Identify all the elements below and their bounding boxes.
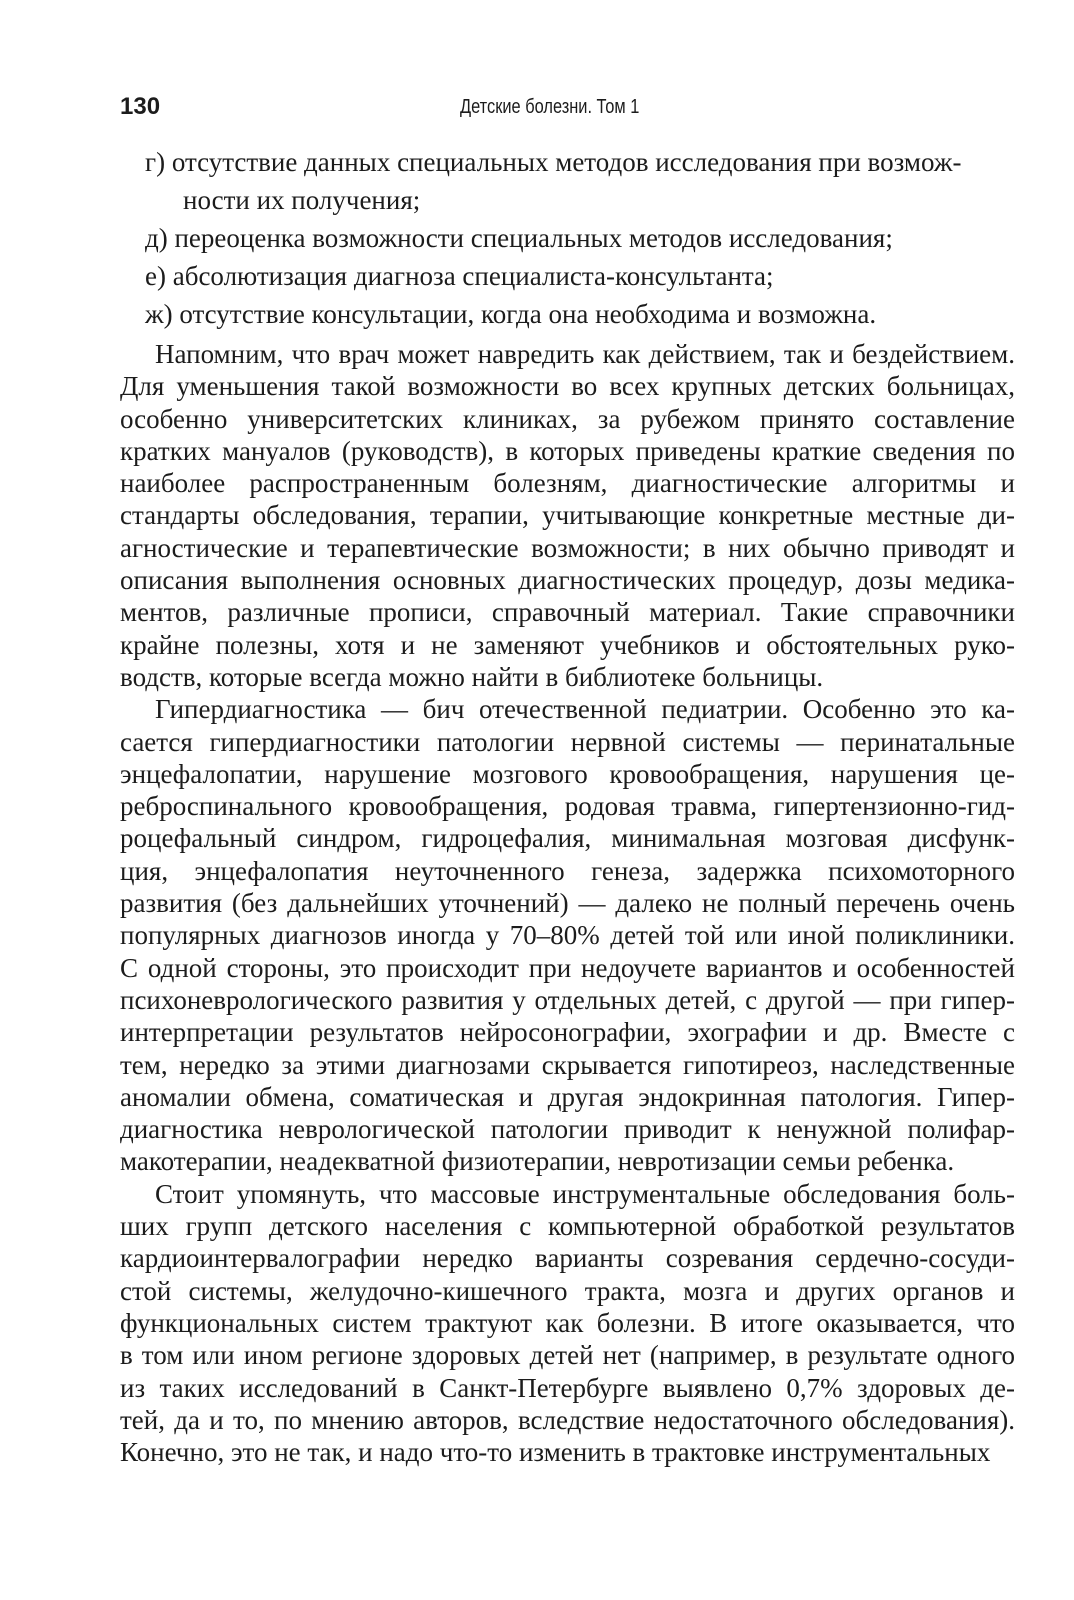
text-line: из таких исследований в Санкт-Петербурге выявлено 0,7% здоровых де- [120,1372,1015,1403]
text-line: ших групп детского населения с компьютерной обработкой результатов [120,1211,1015,1242]
text-line: особенно университетских клиниках, за рубежом принято составление [120,403,1015,434]
text-line: Гипердиагностика — бич отечественной педиатрии. Особенно это ка- [155,694,1015,725]
list-item-line: ности их получения; [183,185,421,215]
text-line: крайне полезны, хотя и не заменяют учебников и обстоятельных руко- [120,629,1015,660]
text-line: Напомним, что врач может навредить как действием, так и бездействием. [155,339,1015,369]
list-item-line: д) переоценка возможности специальных методов исследования; [145,223,893,253]
text-line: энцефалопатии, нарушение мозгового кровообращения, нарушения це- [120,758,1015,789]
text-line: Конечно, это не так, и надо что-то изменить в трактовке инструментальных [120,1437,991,1468]
text-line: тей, да и то, по мнению авторов, вследствие недостаточного обследования). [120,1404,1015,1435]
running-header [120,90,1010,124]
paragraph [120,1178,1015,1469]
list-item-line: ж) отсутствие консультации, когда она необходима и возможна. [145,299,877,329]
text-line: кратких мануалов (руководств), в которых приведены краткие сведения по [120,435,1015,466]
text-line: С одной стороны, это происходит при недоучете вариантов и особенностей [120,952,1015,983]
text-line: аномалии обмена, соматическая и другая эндокринная патология. Гипер- [120,1081,1015,1112]
text-line: роцефальный синдром, гидроцефалия, минимальная мозговая дисфунк- [120,823,1015,854]
text-line: ментов, различные прописи, справочный материал. Такие справочники [120,597,1015,628]
text-line: развития (без дальнейших уточнений) — далеко не полный перечень очень [120,888,1015,919]
text-line: Для уменьшения такой возможности во всех крупных детских больницах, [120,371,1015,402]
text-line: ция, энцефалопатия неуточненного генеза, задержка психомоторного [120,855,1015,886]
text-line: психоневрологического развития у отдельных детей, с другой — при гипер- [120,984,1015,1015]
text-line: описания выполнения основных диагностических процедур, дозы медика- [120,565,1015,596]
paragraph [120,693,1015,1177]
book-title: Детские болезни. Том 1 [460,96,640,118]
text-line: диагностика неврологической патологии приводит к ненужной полифар- [120,1114,1015,1145]
text-line: наиболее распространенным болезням, диагностические алгоритмы и [120,468,1015,499]
text-line: в том или ином регионе здоровых детей нет (например, в результате одного [120,1340,1015,1371]
text-line: стандарты обследования, терапии, учитывающие конкретные местные ди- [120,500,1015,531]
list-item-line: е) абсолютизация диагноза специалиста-консультанта; [145,261,774,291]
text-line: кардиоинтервалографии нередко варианты созревания сердечно-сосуди- [120,1243,1015,1274]
text-line: водств, которые всегда можно найти в библиотеке больницы. [120,661,824,692]
text-line: функциональных систем трактуют как болезни. В итоге оказывается, что [120,1307,1015,1338]
text-line: сается гипердиагностики патологии нервной системы — перинатальные [120,726,1015,757]
text-line: стой системы, желудочно-кишечного тракта, мозга и других органов и [120,1275,1015,1306]
text-line: агностические и терапевтические возможности; в них обычно приводят и [120,532,1015,563]
enumerated-list [120,143,1015,333]
list-item-line: г) отсутствие данных специальных методов исследования при возмож- [145,147,962,177]
text-line: интерпретации результатов нейросонографии, эхографии и др. Вместе с [120,1017,1015,1048]
text-line: тем, нередко за этими диагнозами скрывается гипотиреоз, наследственные [120,1049,1015,1080]
text-line: популярных диагнозов иногда у 70–80% детей той или иной поликлиники. [120,920,1015,951]
body-text [120,338,1015,1468]
paragraph [120,338,1015,693]
text-line: Стоит упомянуть, что массовые инструментальные обследования боль- [155,1178,1015,1209]
text-line: реброспинального кровообращения, родовая травма, гипертензионно-гид- [120,791,1015,822]
text-line: макотерапии, неадекватной физиотерапии, невротизации семьи ребенка. [120,1146,955,1177]
page-number: 130 [120,93,161,120]
